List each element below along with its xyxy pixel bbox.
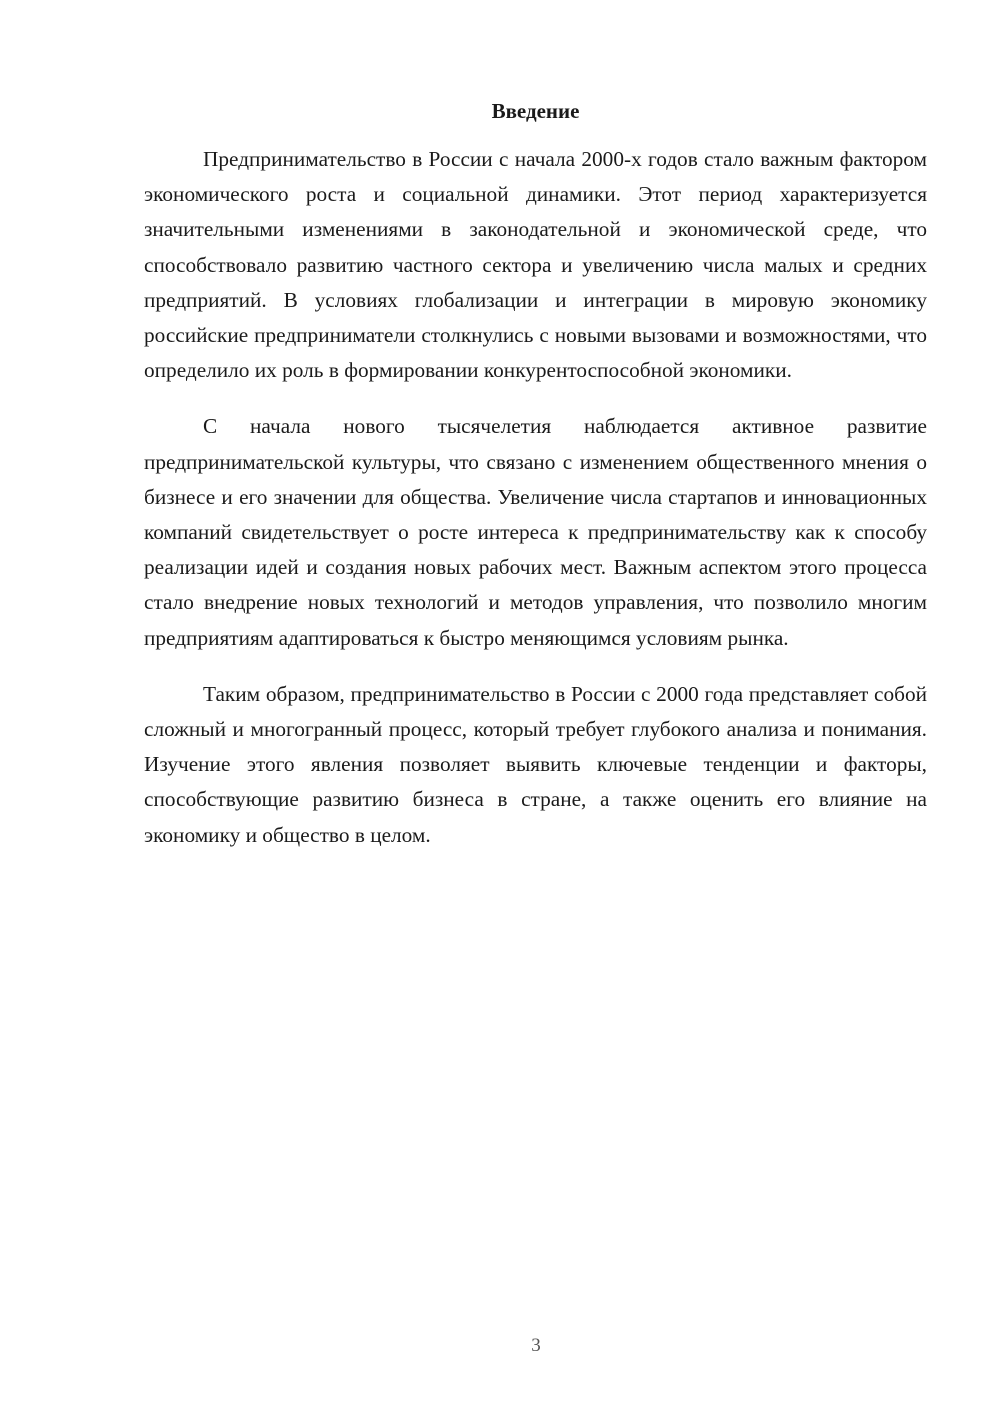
- paragraph-2: С начала нового тысячелетия наблюдается активное развитие предпринимательской культуры, что связано с изменением общественного мнения о бизнесе и его значении для общества. Увеличение числа стартапов и инновационных компаний свидетельствует о росте интереса к предпринимательству как к способу реализации идей и создания новых рабочих мест. Важным аспектом этого процесса стало внедрение новых технологий и методов управления, что позволило многим предприятиям адаптироваться к быстро меняющимся условиям рынка.: [144, 414, 927, 650]
- page-title: Введение: [491, 99, 580, 123]
- page-number: 3: [531, 1335, 541, 1356]
- body-text: [144, 142, 927, 874]
- paragraph-3: Таким образом, предпринимательство в России с 2000 года представляет собой сложный и многогранный процесс, который требует глубокого анализа и понимания. Изучение этого явления позволяет выявить ключевые тенденции и факторы, способствующие развитию бизнеса в стране, а также оценить его влияние на экономику и общество в целом.: [144, 681, 927, 847]
- paragraph-1: Предпринимательство в России с начала 2000-х годов стало важным фактором экономического роста и социальной динамики. Этот период характеризуется значительными изменениями в законодательной и экономической среде, что способствовало развитию частного сектора и увеличению числа малых и средних предприятий. В условиях глобализации и интеграции в мировую экономику российские предприниматели столкнулись с новыми вызовами и возможностями, что определило их роль в формировании конкурентоспособной экономики.: [144, 147, 927, 383]
